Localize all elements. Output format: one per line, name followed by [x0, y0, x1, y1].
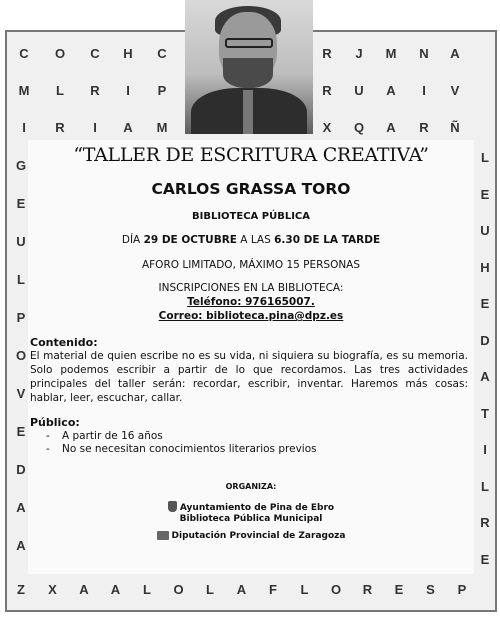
word-search-letter: E	[394, 582, 404, 597]
word-search-letter: R	[480, 515, 490, 530]
word-search-letter: L	[17, 272, 25, 287]
word-search-letter: M	[385, 46, 397, 61]
word-search-letter: T	[481, 405, 489, 421]
author-photo	[185, 0, 313, 134]
word-search-letter: O	[173, 582, 184, 597]
word-search-letter: X	[48, 582, 57, 597]
word-search-letter: N	[419, 46, 429, 61]
word-search-letter: E	[16, 196, 26, 211]
phone-link[interactable]: Teléfono: 976165007.	[187, 296, 315, 308]
word-search-letter: L	[56, 83, 64, 98]
word-search-letter: R	[362, 582, 373, 597]
date-time: 6.30 DE LA TARDE	[274, 234, 381, 246]
word-search-letter: M	[156, 120, 168, 135]
word-search-letter: F	[269, 582, 277, 597]
word-search-letter: Z	[17, 582, 25, 597]
word-search-letter: R	[419, 120, 429, 135]
contenido-text: El material de quien escribe no es su vida, ni siquiera su biografía, es su memoria. Solo podemos escribir a partir de lo que recordamos. Las tres actividades principales del taller serán: recordar, escribir, inventar. Haremos más cosas: hablar, leer, escuchar, callar.	[30, 350, 468, 404]
word-search-letter: A	[79, 582, 89, 597]
organizer-ayuntamiento: Ayuntamiento de Pina de Ebro	[28, 501, 474, 513]
word-search-letter: U	[354, 83, 364, 98]
photo-tie	[243, 90, 253, 134]
word-search-letter: H	[123, 46, 133, 61]
word-search-letter: J	[355, 46, 363, 61]
word-search-letter: L	[300, 582, 309, 597]
author-name: CARLOS GRASSA TORO	[151, 180, 351, 198]
word-search-letter: A	[236, 582, 247, 597]
word-search-letter: P	[157, 83, 167, 98]
word-search-letter: A	[386, 83, 396, 98]
word-search-letter: V	[16, 386, 26, 401]
contenido-heading: Contenido:	[30, 336, 98, 349]
word-search-letter: A	[450, 46, 460, 61]
word-search-letter: V	[450, 83, 460, 98]
word-search-letter: G	[15, 158, 27, 173]
word-search-letter: L	[481, 478, 489, 494]
word-search-letter: D	[480, 332, 490, 348]
word-search-letter: I	[93, 120, 97, 135]
word-search-letter: C	[157, 46, 167, 61]
word-search-letter: O	[330, 582, 342, 597]
workshop-title: “TALLER DE ESCRITURA CREATIVA”	[73, 144, 429, 166]
word-search-letter: R	[322, 46, 332, 61]
date-prefix: DÍA	[121, 234, 144, 246]
word-search-letter: L	[481, 150, 489, 165]
photo-glasses	[225, 38, 273, 48]
date-middle: A LAS	[236, 234, 275, 246]
date-day: 29 DE OCTUBRE	[143, 234, 237, 246]
word-search-letter: X	[322, 120, 332, 135]
word-search-letter: M	[18, 83, 30, 98]
word-search-letter: D	[16, 462, 26, 477]
organiza-label: ORGANIZA:	[225, 482, 277, 491]
organizer-biblioteca: Biblioteca Pública Municipal	[179, 514, 323, 524]
word-search-letter: A	[16, 500, 26, 515]
word-search-letter: H	[480, 259, 490, 275]
word-search-letter: C	[90, 46, 100, 61]
publico-item: - A partir de 16 años	[46, 430, 163, 442]
word-search-letter: E	[16, 424, 26, 439]
word-search-letter: E	[480, 296, 490, 311]
word-search-letter: E	[480, 186, 490, 202]
word-search-letter: A	[386, 120, 396, 135]
word-search-letter: L	[143, 582, 151, 597]
inscriptions-label: INSCRIPCIONES EN LA BIBLIOTECA:	[158, 282, 344, 294]
photo-beard	[223, 58, 273, 88]
word-search-letter: O	[15, 348, 27, 363]
word-search-letter: R	[55, 120, 65, 135]
poster-content	[28, 140, 474, 574]
publico-item: - No se necesitan conocimientos literarios previos	[46, 443, 317, 455]
word-search-letter: U	[16, 234, 26, 249]
word-search-letter: C	[19, 46, 29, 61]
word-search-letter: I	[126, 83, 130, 98]
coat-of-arms-icon	[168, 501, 177, 512]
publico-heading: Público:	[30, 416, 80, 429]
email-link[interactable]: Correo: biblioteca.pina@dpz.es	[158, 310, 344, 322]
word-search-letter: A	[480, 369, 490, 384]
word-search-letter: P	[16, 310, 26, 325]
capacity-note: AFORO LIMITADO, MÁXIMO 15 PERSONAS	[141, 259, 361, 271]
word-search-letter: E	[480, 551, 490, 567]
dpz-logo-icon	[157, 531, 169, 540]
word-search-letter: I	[483, 442, 487, 457]
word-search-letter: A	[110, 582, 121, 597]
word-search-letter: A	[123, 120, 133, 135]
word-search-letter: I	[22, 120, 26, 135]
venue: BIBLIOTECA PÚBLICA	[191, 211, 310, 222]
organizer-diputacion: Diputación Provincial de Zaragoza	[28, 531, 474, 541]
word-search-letter: U	[480, 223, 490, 238]
word-search-letter: O	[54, 46, 66, 61]
word-search-letter: R	[90, 83, 100, 98]
word-search-letter: R	[322, 83, 332, 98]
word-search-letter: L	[206, 582, 214, 597]
word-search-letter: Q	[353, 120, 365, 135]
word-search-letter: S	[426, 582, 435, 597]
event-date	[28, 234, 474, 246]
word-search-letter: P	[457, 582, 467, 597]
word-search-letter: A	[16, 538, 26, 553]
word-search-letter: Ñ	[450, 120, 460, 135]
word-search-letter: I	[422, 83, 426, 98]
